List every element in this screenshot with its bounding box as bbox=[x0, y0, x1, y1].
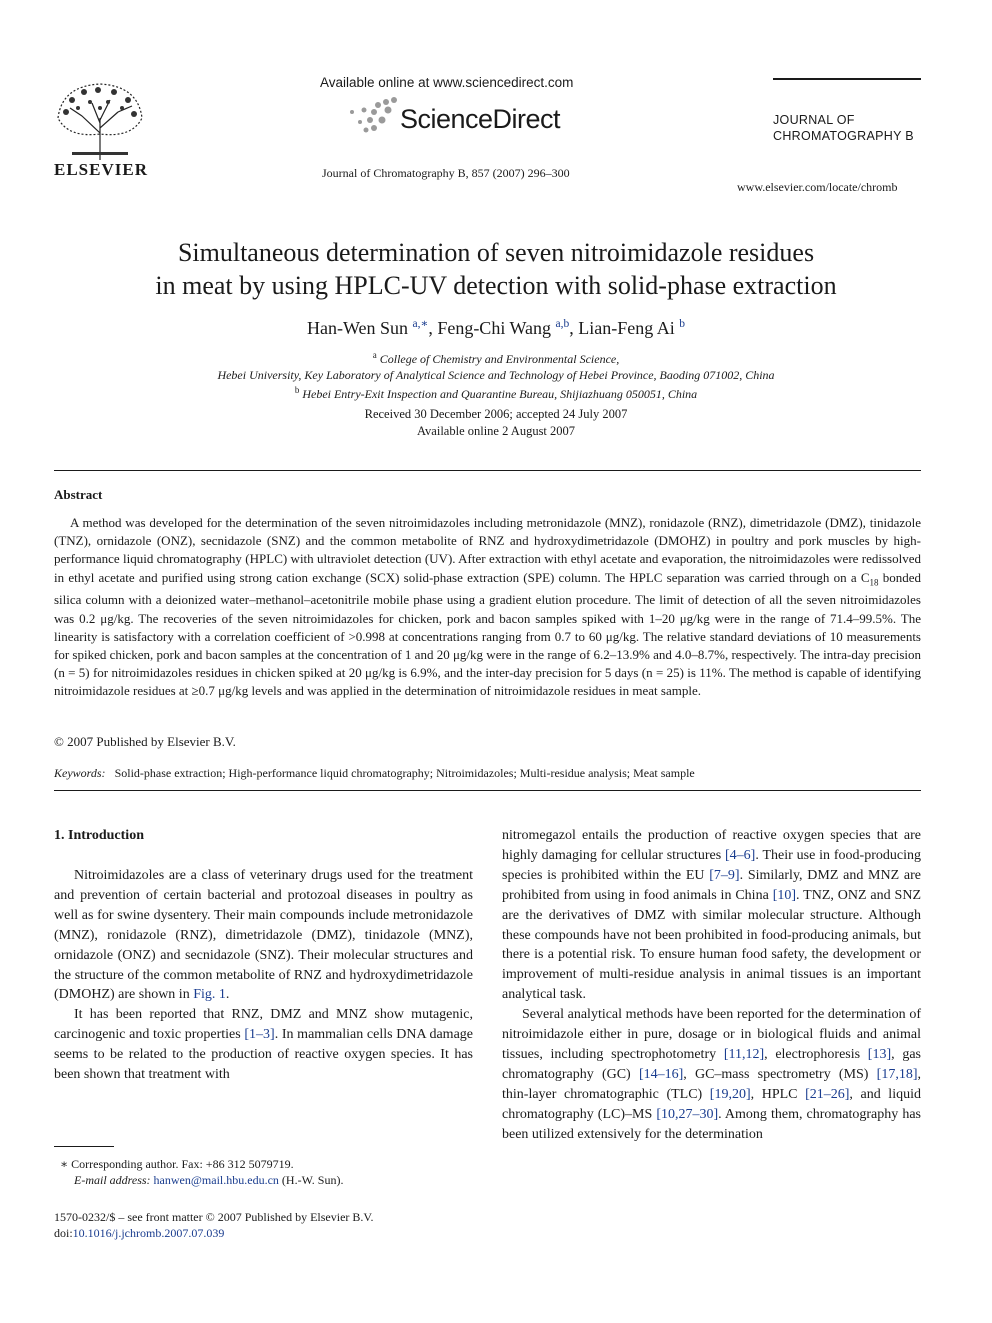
divider-top bbox=[54, 470, 921, 471]
doi-link[interactable]: 10.1016/j.jchromb.2007.07.039 bbox=[72, 1226, 225, 1240]
paragraph: Several analytical methods have been reported for the determination of nitroimidazole either in pure, dosage or in biological fluids and animal tissues, including spectrophotometry [11,12], electrophoresis [13], gas chromatography (GC) [14–16], GC–mass spectrometry (MS) [17,18], thin-layer chromatographic (TLC) [19,20], HPLC [21–26], and liquid chromatography (LC)–MS [10,27–30]. Among them, chromatography has been utilized extensively for the determination bbox=[502, 1007, 921, 1142]
journal-citation: Journal of Chromatography B, 857 (2007) 296–300 bbox=[322, 166, 570, 180]
journal-name: JOURNAL OF CHROMATOGRAPHY B bbox=[773, 113, 914, 143]
author-affiliation-mark[interactable]: b bbox=[679, 318, 686, 330]
reference-link[interactable]: [19,20] bbox=[709, 1086, 751, 1102]
author-name: Feng-Chi Wang bbox=[437, 318, 552, 338]
email-link[interactable]: hanwen@mail.hbu.edu.cn bbox=[153, 1173, 279, 1187]
paragraph: Nitroimidazoles are a class of veterinary drugs used for the treatment and prevention of certain bacterial and protozoal diseases in poultry as well as for swine dysentery. Their main compounds include metronidazole (MNZ), ronidazole (RNZ), dimetridazole (DMZ), tinidazole (MNZ), ornidazole (ONZ) and secnidazole (SNZ). Their molecular structures and the structure of the common metabolite of RNZ and hydroxydimetridazole (DMOHZ) are shown in Fig. 1. bbox=[54, 868, 473, 1003]
reference-link[interactable]: [4–6] bbox=[725, 847, 756, 863]
elsevier-wordmark: ELSEVIER bbox=[54, 160, 148, 179]
paragraph: nitromegazol entails the production of reactive oxygen species that are highly damaging for cellular structures [4–6]. Their use in food-producing species is prohibited within the EU [7–9]. Similarly, DMZ and MNZ are prohibited from using in food animals in China [10]. TNZ, ONZ and SNZ are the derivatives of DMZ with similar molecular structure. Although these compounds have not been prohibited in food-producing animals, but there is a potential risk. To ensure human food safety, the development or improvement of multi-residue analysis in animal tissues is an important analytical task. bbox=[502, 828, 921, 1003]
received-date: Received 30 December 2006; accepted 24 July 2007 bbox=[364, 407, 628, 421]
figure-link[interactable]: Fig. 1 bbox=[193, 987, 226, 1003]
sciencedirect-brand: ScienceDirect bbox=[400, 104, 561, 134]
paragraph: It has been reported that RNZ, DMZ and MNZ show mutagenic, carcinogenic and toxic properties [1–3]. In mammalian cells DNA damage seems to be related to the production of reactive oxygen species. It has been shown that treatment with bbox=[54, 1007, 474, 1083]
divider-bottom bbox=[54, 790, 921, 791]
journal-rule bbox=[773, 78, 921, 80]
left-column bbox=[54, 866, 473, 1085]
reference-link[interactable]: [21–26] bbox=[805, 1086, 850, 1102]
right-column bbox=[502, 826, 921, 1145]
journal-url[interactable]: www.elsevier.com/locate/chromb bbox=[737, 180, 898, 194]
front-matter: 1570-0232/$ – see front matter © 2007 Published by Elsevier B.V. doi:10.1016/j.jchromb.2007.07.039 bbox=[54, 1210, 374, 1240]
abstract-text: A method was developed for the determination of the seven nitroimidazoles including metronidazole (MNZ), ronidazole (RNZ), dimetridazole (DMZ), tinidazole (TNZ), ornidazole (ONZ), secnidazole (SNZ) and the common metabolite of RNZ and hydroxydimetridazole (DMOHZ) in poultry and pork muscles by high-performance liquid chromatography (HPLC) with ultraviolet detection (UV). After extraction with ethyl acetate and evaporation, the nitroimidazoles were redissolved in ethyl acetate and purified using strong cation exchange (SCX) solid-phase extraction (SPE) column. The HPLC separation was carried through on a $C_{18}$ bonded silica column with a deionized water–methanol–acetonitrile mobile phase using a gradient elution procedure. The limit of detection of all the seven nitroimidazoles was 0.2 μg/kg. The recoveries of the seven nitroimidazoles for chicken, pork and bacon samples spiked with 1–20 μg/kg were in the range of 71.4–99.5%. The linearity is satisfactory with a correlation coefficient of >0.998 at concentrations ranging from 0.7 to 60 μg/kg. The relative standard deviations of 10 measurements for spiked chicken, pork and bacon samples at the concentration of 1 and 20 μg/kg were in the range of 6.2–13.9% and 4.0–8.7%, respectively. The intra-day precision (n = 5) for nitroimidazoles residues in chicken spiked at 20 μg/kg is 6.9%, and the inter-day precision for 5 days (n = 25) is 11%. The method is capable of identifying nitroimidazole residues at ≥0.7 μg/kg levels and was applied in the determination of nitroimidazole residues in meat sample. bbox=[54, 515, 921, 699]
available-online: Available online at www.sciencedirect.com bbox=[320, 75, 574, 90]
abstract-copyright: © 2007 Published by Elsevier B.V. bbox=[54, 734, 236, 749]
author-list: Han-Wen Sun $^{a,∗}$, Feng-Chi Wang $^{a,b}$, Lian-Feng Ai $^b$ bbox=[306, 318, 686, 338]
reference-link[interactable]: [14–16] bbox=[638, 1066, 684, 1082]
author-affiliation-mark[interactable]: a,b bbox=[555, 318, 570, 330]
author-name: Lian-Feng Ai bbox=[578, 318, 675, 338]
reference-link[interactable]: [13] bbox=[867, 1046, 892, 1062]
corresponding-author-footnote: ∗ Corresponding author. Fax: +86 312 5079719. E-mail address: hanwen@mail.hbu.edu.cn (H.-W. Sun). bbox=[60, 1157, 344, 1187]
article-title: Simultaneous determination of seven nitroimidazole residues in meat by using HPLC-UV detection with solid-phase extraction bbox=[155, 238, 837, 300]
keywords bbox=[54, 766, 695, 781]
issn-line: 1570-0232/$ – see front matter © 2007 Published by Elsevier B.V. bbox=[54, 1210, 374, 1224]
author-affiliation-mark[interactable]: a,∗ bbox=[412, 318, 429, 330]
online-date: Available online 2 August 2007 bbox=[416, 424, 576, 438]
footnote-rule bbox=[54, 1146, 114, 1147]
affiliation-b: $^b$ Hebei Entry-Exit Inspection and Quarantine Bureau, Shijiazhuang 050051, China bbox=[294, 385, 698, 401]
abstract-heading: Abstract bbox=[54, 487, 103, 502]
affiliation-a: $^a$ College of Chemistry and Environmental Science, bbox=[372, 350, 620, 366]
reference-link[interactable]: [1–3] bbox=[244, 1027, 275, 1043]
reference-link[interactable]: [11,12] bbox=[723, 1046, 765, 1062]
keywords-list: Solid-phase extraction; High-performance liquid chromatography; Nitroimidazoles; Multi-residue analysis; Meat sample bbox=[114, 766, 695, 780]
reference-link[interactable]: [7–9] bbox=[709, 867, 740, 883]
reference-link[interactable]: [10,27–30] bbox=[656, 1106, 719, 1122]
reference-link[interactable]: [10] bbox=[772, 887, 797, 903]
reference-link[interactable]: [17,18] bbox=[876, 1066, 918, 1082]
author-name: Han-Wen Sun bbox=[306, 318, 409, 338]
sciencedirect-dots-icon bbox=[344, 96, 400, 136]
affiliation-a-cont: Hebei University, Key Laboratory of Analytical Science and Technology of Hebei Province, Baoding 071002, China bbox=[217, 368, 775, 382]
keywords-label: Keywords: bbox=[54, 766, 106, 780]
section-heading-introduction: 1. Introduction bbox=[54, 828, 144, 843]
